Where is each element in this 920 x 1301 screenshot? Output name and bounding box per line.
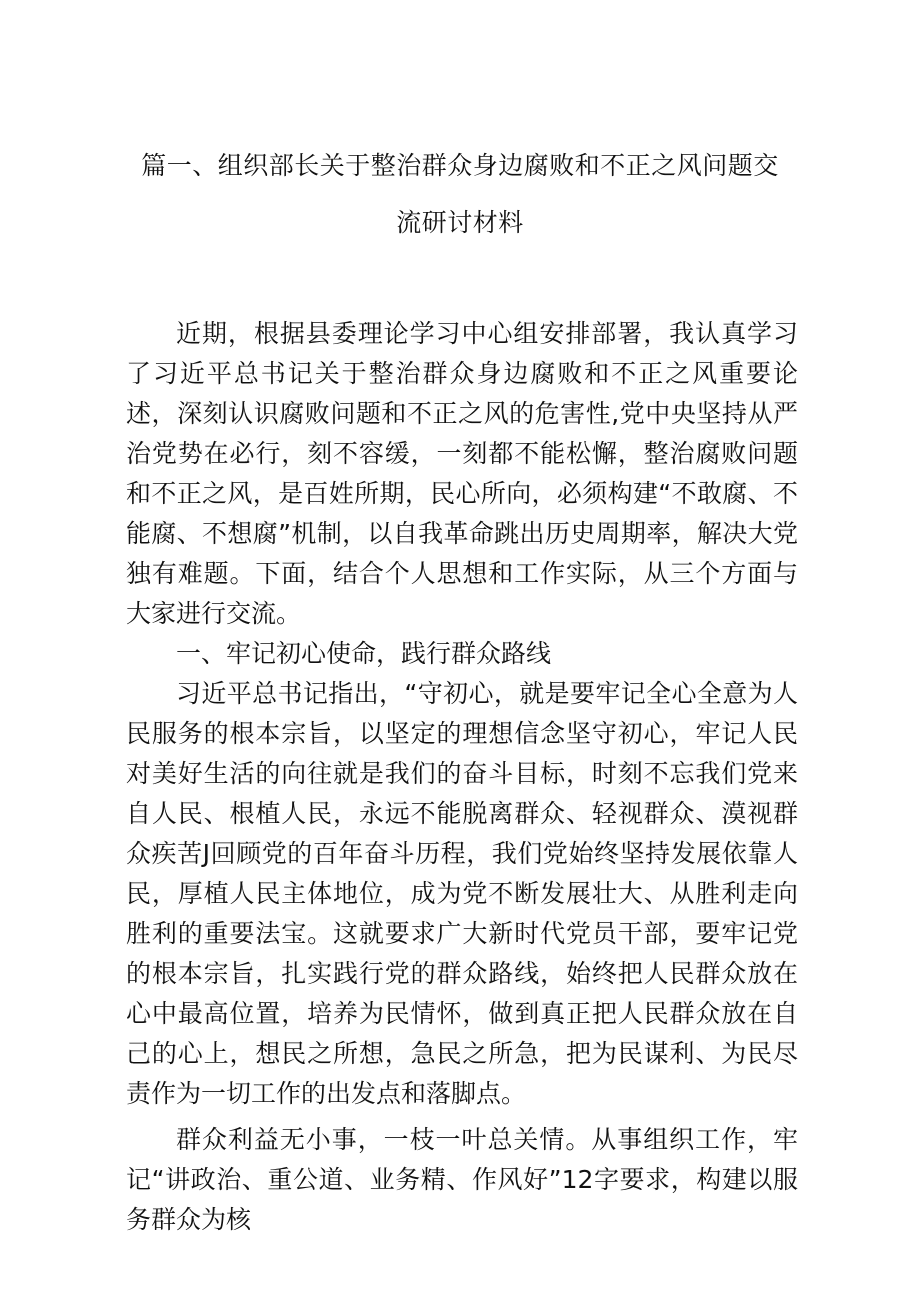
section-heading-1: 一、牢记初心使命，践行群众路线: [176, 639, 552, 668]
paragraph-intro: 近期，根据县委理论学习中心组安排部署，我认真学习了习近平总书记关于整治群众身边腐败和不正之风重要论述，深刻认识腐败问题和不正之风的危害性,党中央坚持从严治党势在必行，刻不容缓，一刻都不能松懈，整治腐败问题和不正之风，是百姓所期，民心所向，必须构建“不敢腐、不能腐、不想腐”机制，以自我革命跳出历史周期率，解决大党独有难题。下面，结合个人思想和工作实际，从三个方面与大家进行交流。: [126, 319, 798, 628]
document-title-line-2: 流研讨材料: [396, 208, 524, 237]
document-body: [126, 314, 798, 1240]
paragraph-section-1-continued: 群众利益无小事，一枝一叶总关情。从事组织工作，牢记“讲政治、重公道、业务精、作风好”12字要求，构建以服务群众为核: [126, 1125, 798, 1234]
paragraph-section-1: 习近平总书记指出，“守初心，就是要牢记全心全意为人民服务的根本宗旨，以坚定的理想信念坚守初心，牢记人民对美好生活的向往就是我们的奋斗目标，时刻不忘我们党来自人民、根植人民，永远不能脱离群众、轻视群众、漠视群众疾苦J回顾党的百年奋斗历程，我们党始终坚持发展依靠人民，厚植人民主体地位，成为党不断发展壮大、从胜利走向胜利的重要法宝。这就要求广大新时代党员干部，要牢记党的根本宗旨，扎实践行党的群众路线，始终把人民群众放在心中最高位置，培养为民情怀，做到真正把人民群众放在自己的心上，想民之所想，急民之所急，把为民谋利、为民尽责作为一切工作的出发点和落脚点。: [126, 679, 798, 1108]
document-title-line-1: 篇一、组织部长关于整治群众身边腐败和不正之风问题交: [141, 151, 779, 180]
